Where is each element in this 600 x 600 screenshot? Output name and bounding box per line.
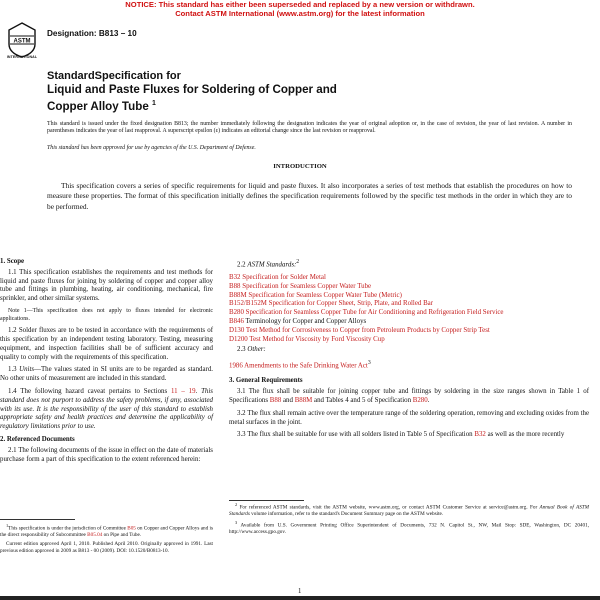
footnotes-left xyxy=(0,523,213,556)
general-requirements-heading: 3. General Requirements xyxy=(229,377,303,385)
reference-code[interactable]: B32 xyxy=(229,274,241,282)
footnote-2-mark: 2 xyxy=(235,502,238,507)
safety-caveat: . This standard does not purport to address the safety problems, if any, associated with its use. It is the responsibility of the user of this standard to establish appropriate safety and health practices and determine the applicability of regulatory limitations prior to use. xyxy=(0,387,213,431)
page-number: 1 xyxy=(298,588,302,595)
para-1-4 xyxy=(0,388,213,432)
svg-text:ASTM: ASTM xyxy=(13,38,31,45)
reference-item[interactable] xyxy=(229,309,589,318)
footnote-2 xyxy=(229,502,589,518)
reference-title: Terminology for Copper and Copper Alloys xyxy=(245,318,367,326)
committee-link[interactable]: B05 xyxy=(127,525,136,532)
footnote-1-text-c: on Pipe and Tube. xyxy=(102,532,142,539)
reference-code[interactable]: B152/B152M xyxy=(229,300,267,308)
reference-code[interactable]: B88M xyxy=(229,291,247,299)
para-3-3 xyxy=(229,431,589,440)
notice-line-2: Contact ASTM International (www.astm.org) for the latest information xyxy=(175,9,425,18)
sections-link[interactable]: 11 – 19 xyxy=(170,387,196,395)
bottom-bar xyxy=(0,596,600,600)
reference-item[interactable] xyxy=(229,336,589,345)
other-reference[interactable] xyxy=(229,359,589,371)
reference-item[interactable] xyxy=(229,327,589,336)
reference-title[interactable]: Test Method for Viscosity by Ford Viscosity Cup xyxy=(249,335,385,343)
para-3-1-text-a: 3.1 The flux shall be suitable for joining copper tube and fittings by soldering in the size ranges shown in Table 1 of Specifications xyxy=(229,388,589,404)
designation: Designation: B813 – 10 xyxy=(47,29,137,38)
para-2-3-label: 2.3 xyxy=(237,346,246,354)
footnote-2-text-a: For referenced ASTM standards, visit the ASTM website, www.astm.org, or contact ASTM Customer Service at service@astm.org. For xyxy=(239,504,538,511)
para-3-1 xyxy=(229,388,589,406)
other-reference-title[interactable]: Amendments to the Safe Drinking Water Act xyxy=(244,362,368,370)
reference-code[interactable]: D130 xyxy=(229,326,245,334)
left-column xyxy=(0,258,213,468)
footnote-1-text-b: on Copper and Copper Alloys and is the direct responsibility of Subcommittee xyxy=(0,525,214,539)
para-1-1: 1.1 This specification establishes the requirements and test methods for liquid and paste fluxes for joining by soldering of copper and copper alloy tube and fittings in plumbing, heating, air conditioning, mechanical, fire sprinkler, and other similar systems. xyxy=(0,268,213,303)
superseded-notice xyxy=(0,0,600,18)
other-reference-code[interactable]: 1986 xyxy=(229,362,243,370)
para-3-3-text-b: as well as the more recently xyxy=(485,431,565,439)
para-1-3 xyxy=(0,366,213,384)
footnote-rule-right xyxy=(229,500,304,501)
edition-note: Current edition approved April 1, 2010. Published April 2010. Originally approved in 1991. Last previous edition approved in 2009 as B813 - 00 (2009). DOI: 10.1520/B0813-10. xyxy=(0,540,213,554)
astm-standards-label xyxy=(229,258,589,270)
units-term: Units xyxy=(19,366,35,374)
right-column xyxy=(229,258,589,444)
subcommittee-link[interactable]: B05.04 xyxy=(87,532,103,539)
reference-code[interactable]: B88 xyxy=(229,282,241,290)
footnote-2-text-b: volume information, refer to the standard's Document Summary page on the ASTM website. xyxy=(249,511,444,518)
approved-note: This standard has been approved for use by agencies of the U.S. Department of Defense. xyxy=(47,145,256,151)
astm-standards-term: ASTM Standards: xyxy=(247,261,297,269)
reference-title[interactable]: Specification for Solder Metal xyxy=(242,274,326,282)
reference-title[interactable]: Test Method for Corrosiveness to Copper from Petroleum Products by Copper Strip Test xyxy=(245,326,490,334)
other-term: Other: xyxy=(247,346,266,354)
notice-line-1: NOTICE: This standard has either been superseded and replaced by a new version or withdrawn. xyxy=(125,0,475,9)
para-2-2-label: 2.2 xyxy=(237,261,246,269)
introduction-body: This specification covers a series of specific requirements for liquid and paste fluxes. It also incorporates a series of test methods that establish the procedures on how to measure these properties. The format of this specification initially defines the specification requirements followed by the specific test methods in the order in which they are to be performed. xyxy=(47,181,572,211)
other-reference-mark: 3 xyxy=(367,360,371,367)
para-3-3-text-a: 3.3 The flux shall be suitable for use with all solders listed in Table 5 of Specification xyxy=(237,431,473,439)
para-1-2: 1.2 Solder fluxes are to be tested in accordance with the requirements of this specification by an independent testing laboratory. Testing, measuring equipment, and inspection facilities shall be of sufficient accuracy and quality to comply with the requirements of this specification. xyxy=(0,327,213,361)
para-3-1-text-b: and Tables 4 and 5 of Specification xyxy=(312,396,412,404)
footnote-3-text: Available from U.S. Government Printing Office Superintendent of Documents, 732 N. Capitol St., NW, Mail Stop: SDE, Washington, DC 20401, http://www.access.gpo.gov. xyxy=(229,522,589,536)
reference-item[interactable] xyxy=(229,292,589,301)
para-3-2: 3.2 The flux shall remain active over the temperature range of the soldering operation, removing and excluding oxides from the metal surfaces in the joint. xyxy=(229,409,589,426)
reference-code[interactable]: B846 xyxy=(229,318,244,326)
reference-title[interactable]: Specification for Seamless Copper Water Tube (Metric) xyxy=(248,291,402,299)
reference-list xyxy=(229,274,589,344)
para-3-1-end: . xyxy=(427,396,430,404)
reference-title[interactable]: Specification for Seamless Copper Tube for Air Conditioning and Refrigeration Field Service xyxy=(245,309,504,317)
reference-item[interactable] xyxy=(229,274,589,283)
title-footnote-mark: 1 xyxy=(152,100,156,107)
reference-code[interactable]: B280 xyxy=(229,309,244,317)
para-1-3-text: —The values stated in SI units are to be regarded as standard. No other units of measurement are included in this standard. xyxy=(0,366,213,383)
footnote-1-text-a: This specification is under the jurisdiction of Committee xyxy=(8,525,126,532)
footnote-1 xyxy=(0,523,213,539)
reference-item[interactable] xyxy=(229,318,589,327)
para-3-1-and: and xyxy=(281,396,295,404)
reference-code[interactable]: D1200 xyxy=(229,335,248,343)
introduction-heading: INTRODUCTION xyxy=(273,163,327,170)
b32-link[interactable]: B32 xyxy=(474,431,486,439)
footnote-rule-left xyxy=(0,519,75,520)
footnote-3 xyxy=(229,520,589,536)
annual-book-title: Annual Book of ASTM Standards xyxy=(229,504,590,518)
b280-link[interactable]: B280 xyxy=(412,396,428,404)
footnote-1-mark: 1 xyxy=(6,523,9,528)
document-title xyxy=(47,70,347,114)
reference-item[interactable] xyxy=(229,283,589,292)
para-1-3-label: 1.3 xyxy=(8,366,17,374)
astm-standards-mark: 2 xyxy=(296,259,300,265)
reference-title[interactable]: Specification for Copper Sheet, Strip, Plate, and Rolled Bar xyxy=(268,300,434,308)
logo-caption: INTERNATIONAL xyxy=(6,55,38,59)
title-line-1: StandardSpecification for xyxy=(47,70,181,82)
b88-link[interactable]: B88 xyxy=(269,396,282,404)
para-1-4-start: 1.4 The following hazard caveat pertains to Sections xyxy=(8,387,168,395)
referenced-documents-heading: 2. Referenced Documents xyxy=(0,435,75,443)
standard-note: This standard is issued under the fixed designation B813; the number immediately following the designation indicates the year of original adoption or, in the case of revision, the year of last revision. A number in parentheses indicates the year of last reapproval. A superscript epsilon (ε) indicates an editorial change since the last revision or reapproval. xyxy=(47,121,572,135)
other-label xyxy=(229,346,589,355)
b88m-link[interactable]: B88M xyxy=(294,396,313,404)
reference-title[interactable]: Specification for Seamless Copper Water Tube xyxy=(242,282,372,290)
astm-logo-icon xyxy=(7,22,37,58)
note-1: Note 1—This specification does not apply to fluxes intended for electronic applications. xyxy=(0,307,213,322)
para-2-1: 2.1 The following documents of the issue in effect on the date of materials purchase form a part of this specification to the extent referenced herein: xyxy=(0,446,213,463)
title-line-2: Liquid and Paste Fluxes for Soldering of Copper and xyxy=(47,83,337,96)
reference-item[interactable] xyxy=(229,300,589,309)
footnote-3-mark: 3 xyxy=(235,519,238,525)
footnotes-right xyxy=(229,502,589,538)
scope-heading: 1. Scope xyxy=(0,258,25,265)
title-line-3: Copper Alloy Tube xyxy=(47,99,149,113)
